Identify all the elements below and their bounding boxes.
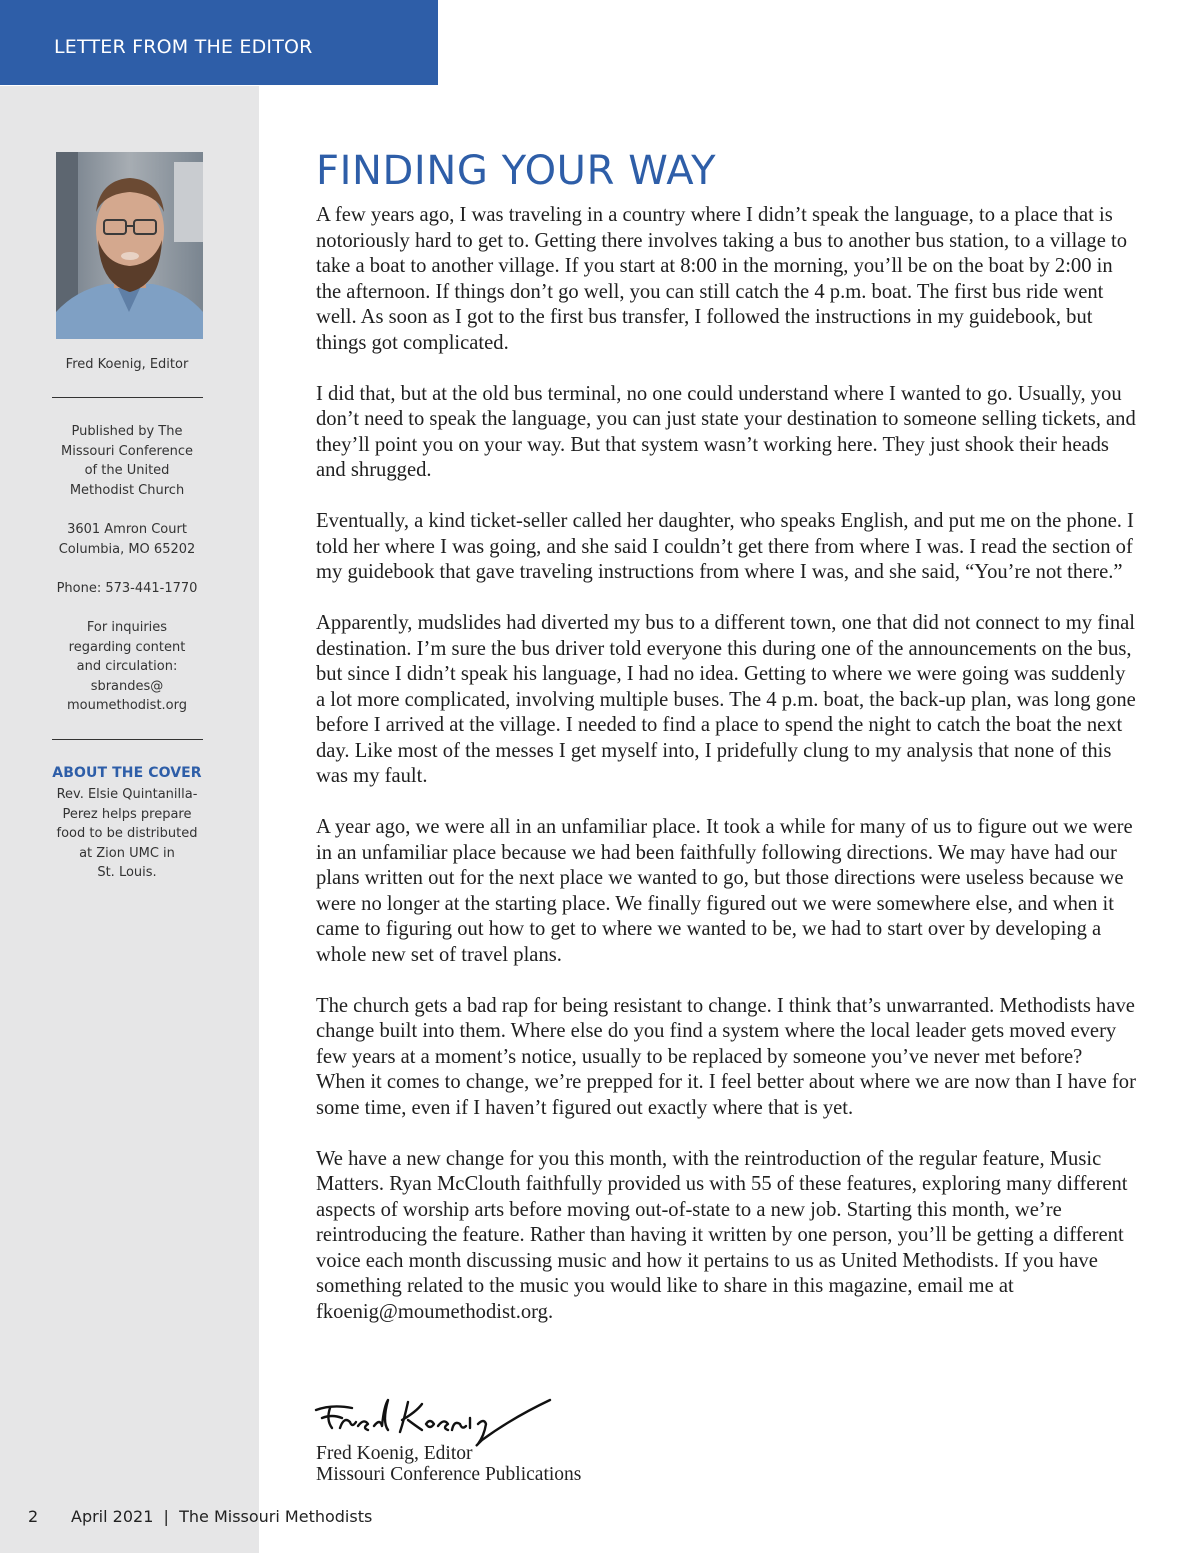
article-title: FINDING YOUR WAY (316, 148, 717, 194)
inquiries-info: For inquiries regarding content and circulation: sbrandes@ moumethodist.org (67, 620, 187, 714)
article-paragraph: A year ago, we were all in an unfamiliar place. It took a while for many of us to figure out we were in an unfamiliar place because we had been faithfully following directions. We may have had our plans written out for the next place we wanted to go, but those directions were useless because we were no longer at the starting place. We finally figured out we were somewhere else, and when it came to figuring out how to get to where we wanted to be, we had to start over by developing a whole new set of travel plans. (316, 816, 1133, 966)
phone-info: Phone: 573-441-1770 (56, 581, 198, 596)
editor-portrait (56, 152, 203, 339)
sidebar-divider (52, 397, 203, 398)
article-paragraph: Apparently, mudslides had diverted my bus to a different town, one that did not connect to my final destination. I’m sure the bus driver told everyone this during one of the announcements on the bus, but since I didn’t speak his language, I had no idea. Getting to where we were going was suddenly a lot more complicated, involving multiple buses. The 4 p.m. boat, the back-up plan, was long gone before I arrived at the village. I needed to find a place to spend the night to catch the boat the next day. Like most of the messes I get myself into, I pridefully clung to my analysis that none of this was my fault. (316, 612, 1136, 787)
issue-label: April 2021 | The Missouri Methodists (71, 1507, 373, 1526)
about-cover-text: Rev. Elsie Quintanilla- Perez helps prepare food to be distributed at Zion UMC in St. Louis. (56, 787, 198, 881)
photo-caption: Fred Koenig, Editor (65, 357, 189, 372)
publisher-info: Published by The Missouri Conference of the United Methodist Church (61, 424, 193, 498)
editor-portrait-image (56, 152, 203, 339)
page-number: 2 (28, 1507, 39, 1526)
article-body (316, 203, 1136, 1351)
article-paragraph: The church gets a bad rap for being resistant to change. I think that’s unwarranted. Methodists have change built into them. Where else do you find a system where the local leader gets moved every few years at a moment’s notice, usually to be replaced by someone you’ve never met before? When it comes to change, we’re prepped for it. I feel better about where we are now than I have for some time, even if I haven’t figured out exactly where that is yet. (316, 994, 1136, 1119)
article-paragraph: A few years ago, I was traveling in a country where I didn’t speak the language, to a place that is notoriously hard to get to. Getting there involves taking a bus to another bus station, to a village to take a boat to another village. If you start at 8:00 in the morning, you’ll be on the boat by 2:00 in the afternoon. If things don’t go well, you can still catch the 4 p.m. boat. The first bus ride went well. As soon as I got to the first bus transfer, I followed the instructions in my guidebook, but things got complicated. (316, 204, 1128, 354)
section-header: LETTER FROM THE EDITOR (0, 0, 438, 85)
address-info: 3601 Amron Court Columbia, MO 65202 (58, 522, 196, 557)
article-paragraph: Eventually, a kind ticket-seller called her daughter, who speaks English, and put me on the phone. I told her where I was going, and she said I couldn’t get there from where I was. I read the section of my guidebook that gave traveling instructions from where I was, and she said, “You’re not there.” (316, 510, 1134, 583)
article-paragraph: We have a new change for you this month, with the reintroduction of the regular feature, Music Matters. Ryan McClouth faithfully provided us with 55 of these features, exploring many different aspects of worship arts before moving out-of-state to a new job. Starting this month, we’re reintroducing the feature. Rather than having it written by one person, you’ll be getting a different voice each month discussing music and how it pertains to us as United Methodists. If you have something related to the music you would like to share in this magazine, email me at fkoenig@moumethodist.org. (316, 1147, 1128, 1323)
sidebar-divider (52, 739, 203, 740)
signature-name: Fred Koenig, Editor (316, 1443, 473, 1464)
article-paragraph: I did that, but at the old bus terminal, no one could understand where I wanted to go. Usually, you don’t need to speak the language, you can just state your destination to someone selling tickets, and they’ll point you on your way. But that system wasn’t working here. They just shook their heads and shrugged. (316, 382, 1136, 481)
about-cover-heading: ABOUT THE COVER (52, 765, 202, 781)
signature-org: Missouri Conference Publications (316, 1464, 582, 1485)
